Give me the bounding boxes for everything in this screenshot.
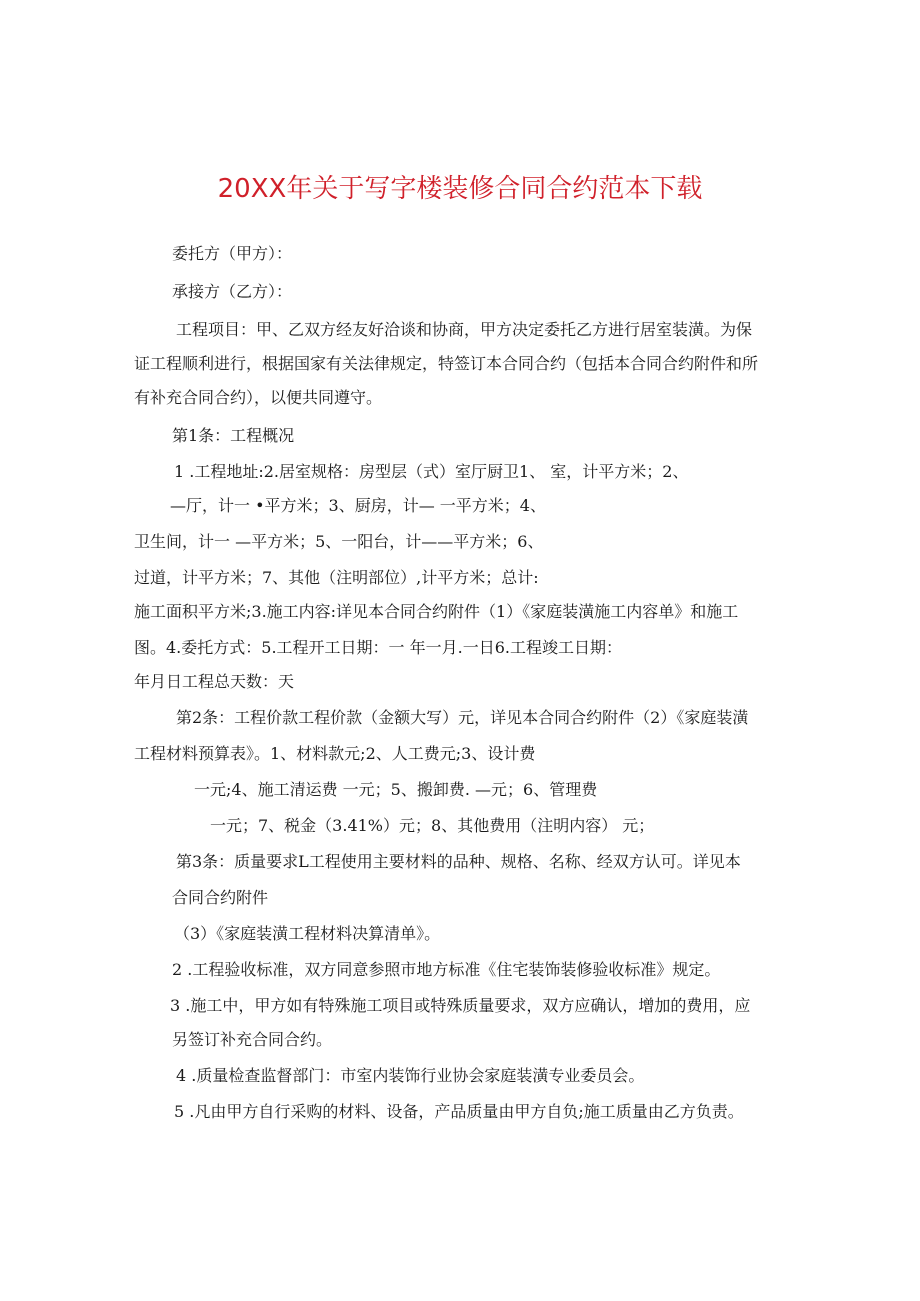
project-paragraph-line-2: 证工程顺利进行，根据国家有关法律规定，特签订本合同合约（包括本合同合约附件和所 [134,354,759,373]
article-2-line-1: 第2条：工程价款工程价款（金额大写）元，详见本合同合约附件（2）《家庭装潢 [176,708,749,727]
contractor-line: 承接方（乙方）： [172,282,293,301]
document-title: 20XX年关于写字楼装修合同合约范本下载 [217,174,703,204]
project-paragraph-line-3: 有补充合同合约），以便共同遵守。 [134,388,383,407]
article-2-line-2: 工程材料预算表》。1、材料款元;2、人工费元;3、设计费 [134,744,536,763]
project-paragraph-line-1: 工程项目：甲、乙双方经友好洽谈和协商，甲方决定委托乙方进行居室装潢。为保 [176,320,753,339]
article-3-line-2: 合同合约附件 [172,888,269,907]
article-3-line-1: 第3条：质量要求L工程使用主要材料的品种、规格、名称、经双方认可。详见本 [176,852,741,871]
article-1-line-2: —厅，计一 •平方米；3、厨房，计— 一平方米；4、 [170,496,546,515]
special-requirement-line-2: 另签订补充合同合约。 [172,1030,333,1049]
article-3-line-3: （3）《家庭装潢工程材料决算清单》。 [174,924,441,943]
article-1-line-6: 图。4.委托方式：5.工程开工日期：一 年一月.一日6.工程竣工日期： [134,638,622,657]
acceptance-standard-line: 2 .工程验收标准，双方同意参照市地方标准《住宅装饰装修验收标准》规定。 [172,960,721,979]
article-2-line-4: 一元；7、税金（3.41%）元；8、其他费用（注明内容） 元； [210,816,655,835]
special-requirement-line-1: 3 .施工中，甲方如有特殊施工项目或特殊质量要求，双方应确认，增加的费用，应 [170,996,751,1015]
supervision-line: 4 .质量检查监督部门：市室内装饰行业协会家庭装潢专业委员会。 [176,1066,645,1085]
client-line: 委托方（甲方）： [172,244,293,263]
article-1-line-1: 1 .工程地址:2.居室规格：房型层（式）室厅厨卫1、 室，计平方米；2、 [174,462,689,481]
article-1-line-3: 卫生间，计一 —平方米；5、一阳台，计——平方米；6、 [134,532,544,551]
article-1-line-4: 过道，计平方米；7、其他（注明部位）,计平方米；总计: [134,568,539,587]
article-1-heading: 第1条：工程概况 [172,426,295,445]
materials-responsibility-line: 5 .凡由甲方自行采购的材料、设备，产品质量由甲方自负;施工质量由乙方负责。 [174,1102,744,1121]
article-2-line-3: 一元;4、施工清运费 一元；5、搬卸费. —元；6、管理费 [194,780,598,799]
article-1-line-7: 年月日工程总天数：天 [134,672,295,691]
article-1-line-5: 施工面积平方米;3.施工内容:详见本合同合约附件（1）《家庭装潢施工内容单》和施工 [134,602,739,621]
